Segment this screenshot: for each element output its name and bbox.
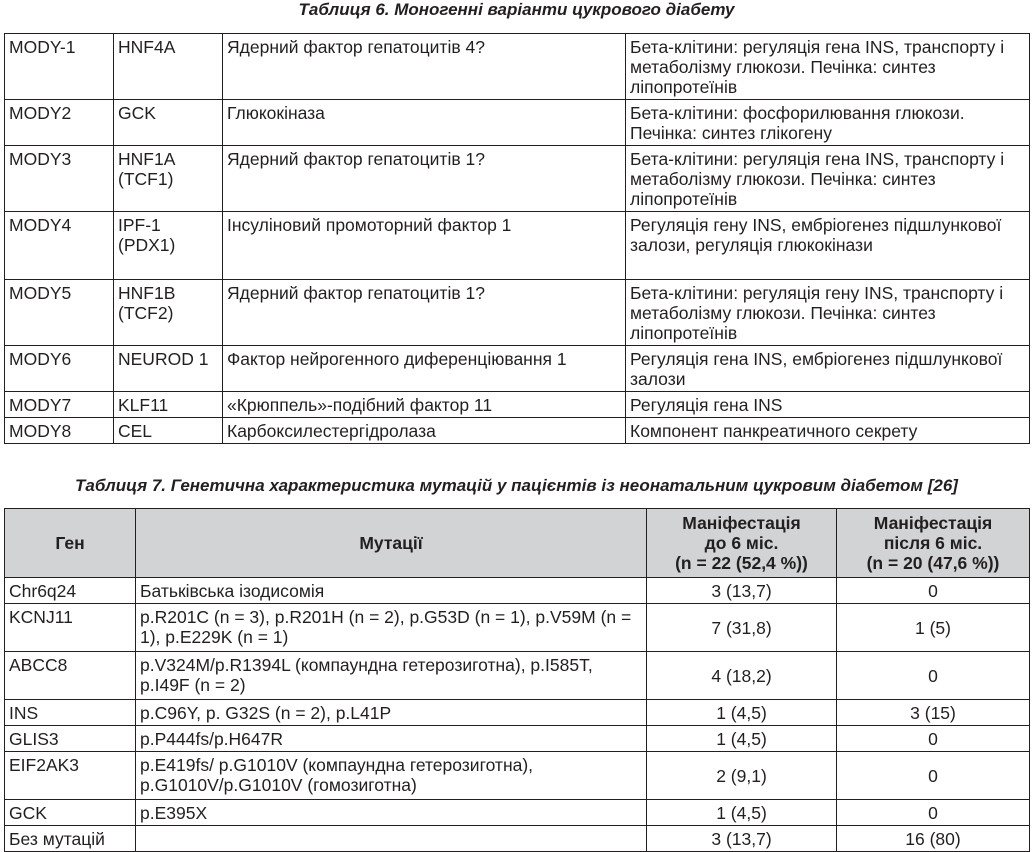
before-6m-cell: 3 (13,7) <box>647 578 837 604</box>
function-cell: Регуляція гена INS <box>626 392 1030 418</box>
header-before-line1: Маніфестація <box>682 513 801 533</box>
table7 <box>4 508 1030 852</box>
table-row <box>5 100 1030 146</box>
gene-cell: HNF4A <box>114 34 223 100</box>
gene-cell: EIF2AK3 <box>5 752 136 800</box>
protein-cell: Ядерний фактор гепатоцитів 1? <box>223 280 626 346</box>
table-row <box>5 604 1030 652</box>
mody-type-cell: MODY2 <box>5 100 114 146</box>
mutations-cell: p.R201C (n = 3), p.R201H (n = 2), p.G53D (n = 1), p.V59M (n = 1), p.E229K (n = 1) <box>136 604 647 652</box>
gene-cell: IPF-1 (PDX1) <box>114 212 223 280</box>
gene-cell: KCNJ11 <box>5 604 136 652</box>
header-after-line1: Маніфестація <box>873 513 993 533</box>
function-cell: Бета-клітини: фосфорилювання глюкози. Печінка: синтез глікогену <box>626 100 1030 146</box>
table-row <box>5 392 1030 418</box>
table-row <box>5 700 1030 726</box>
gene-cell: GCK <box>114 100 223 146</box>
after-6m-cell: 16 (80) <box>837 826 1030 852</box>
header-before-line3: (n = 22 (52,4 %)) <box>675 553 808 573</box>
before-6m-cell: 2 (9,1) <box>647 752 837 800</box>
table-row <box>5 212 1030 280</box>
header-manifestation-before <box>647 509 837 578</box>
mutations-cell: p.E419fs/ p.G1010V (компаундна гетерозиготна), p.G1010V/p.G1010V (гомозиготна) <box>136 752 647 800</box>
gene-cell: NEUROD 1 <box>114 346 223 392</box>
mody-type-cell: MODY5 <box>5 280 114 346</box>
protein-cell: Ядерний фактор гепатоцитів 1? <box>223 146 626 212</box>
function-cell: Бета-клітини: регуляція гена INS, транспорту і метаболізму глюкози. Печінка: синтез ліпопротеїнів <box>626 34 1030 100</box>
table-row <box>5 578 1030 604</box>
before-6m-cell: 3 (13,7) <box>647 826 837 852</box>
function-cell: Бета-клітини: регуляція гену INS, транспорту і метаболізму глюкози. Печінка: синтез ліпопротеїнів <box>626 280 1030 346</box>
gene-cell: HNF1A (TCF1) <box>114 146 223 212</box>
protein-cell: Карбоксилестергідролаза <box>223 418 626 444</box>
table6 <box>4 33 1030 444</box>
before-6m-cell: 1 (4,5) <box>647 800 837 826</box>
header-mutations: Мутації <box>136 509 647 578</box>
table-row <box>5 726 1030 752</box>
mutations-cell <box>136 826 647 852</box>
mody-type-cell: MODY6 <box>5 346 114 392</box>
table-row <box>5 280 1030 346</box>
after-6m-cell: 3 (15) <box>837 700 1030 726</box>
mody-type-cell: MODY8 <box>5 418 114 444</box>
table-row <box>5 146 1030 212</box>
table-row <box>5 826 1030 852</box>
function-cell: Бета-клітини: регуляція гена INS, транспорту і метаболізму глюкози. Печінка: синтез ліпопротеїнів <box>626 146 1030 212</box>
mody-type-cell: MODY4 <box>5 212 114 280</box>
table-row <box>5 752 1030 800</box>
table-row <box>5 418 1030 444</box>
after-6m-cell: 0 <box>837 726 1030 752</box>
mutations-cell: p.E395X <box>136 800 647 826</box>
after-6m-cell: 0 <box>837 752 1030 800</box>
protein-cell: Глюкокіназа <box>223 100 626 146</box>
gene-cell: HNF1B (TCF2) <box>114 280 223 346</box>
before-6m-cell: 1 (4,5) <box>647 700 837 726</box>
protein-cell: Фактор нейрогенного диференціювання 1 <box>223 346 626 392</box>
gene-cell: INS <box>5 700 136 726</box>
mody-type-cell: MODY3 <box>5 146 114 212</box>
gene-cell: KLF11 <box>114 392 223 418</box>
header-before-line2: до 6 міс. <box>704 533 779 553</box>
function-cell: Регуляція гена INS, ембріогенез підшлункової залози <box>626 346 1030 392</box>
gene-cell: Без мутацій <box>5 826 136 852</box>
gene-cell: Chr6q24 <box>5 578 136 604</box>
table-row <box>5 34 1030 100</box>
mody-type-cell: MODY7 <box>5 392 114 418</box>
header-manifestation-after <box>837 509 1030 578</box>
table-row <box>5 800 1030 826</box>
before-6m-cell: 4 (18,2) <box>647 652 837 700</box>
mody-type-cell: MODY-1 <box>5 34 114 100</box>
function-cell: Регуляція гену INS, ембріогенез підшлункової залози, регуляція глюкокінази <box>626 212 1030 280</box>
table-header-row <box>5 509 1030 578</box>
mutations-cell: p.C96Y, p. G32S (n = 2), p.L41P <box>136 700 647 726</box>
protein-cell: «Крюппель»-подібний фактор 11 <box>223 392 626 418</box>
after-6m-cell: 1 (5) <box>837 604 1030 652</box>
gene-cell: ABCC8 <box>5 652 136 700</box>
header-gene: Ген <box>5 509 136 578</box>
table-row <box>5 346 1030 392</box>
mutations-cell: p.V324M/p.R1394L (компаундна гетерозиготна), p.I585T, p.I49F (n = 2) <box>136 652 647 700</box>
table6-caption: Таблиця 6. Моногенні варіанти цукрового діабету <box>298 0 735 19</box>
header-after-line3: (n = 20 (47,6 %)) <box>866 553 1000 573</box>
protein-cell: Інсуліновий промоторний фактор 1 <box>223 212 626 280</box>
before-6m-cell: 1 (4,5) <box>647 726 837 752</box>
before-6m-cell: 7 (31,8) <box>647 604 837 652</box>
gene-cell: CEL <box>114 418 223 444</box>
mutations-cell: p.P444fs/p.H647R <box>136 726 647 752</box>
mutations-cell: Батьківська ізодисомія <box>136 578 647 604</box>
gene-cell: GCK <box>5 800 136 826</box>
table-row <box>5 652 1030 700</box>
after-6m-cell: 0 <box>837 652 1030 700</box>
after-6m-cell: 0 <box>837 578 1030 604</box>
gene-cell: GLIS3 <box>5 726 136 752</box>
after-6m-cell: 0 <box>837 800 1030 826</box>
function-cell: Компонент панкреатичного секрету <box>626 418 1030 444</box>
protein-cell: Ядерний фактор гепатоцитів 4? <box>223 34 626 100</box>
table7-caption: Таблиця 7. Генетична характеристика мутацій у пацієнтів із неонатальним цукровим діабетом [26] <box>75 476 958 495</box>
header-after-line2: після 6 міс. <box>883 533 983 553</box>
